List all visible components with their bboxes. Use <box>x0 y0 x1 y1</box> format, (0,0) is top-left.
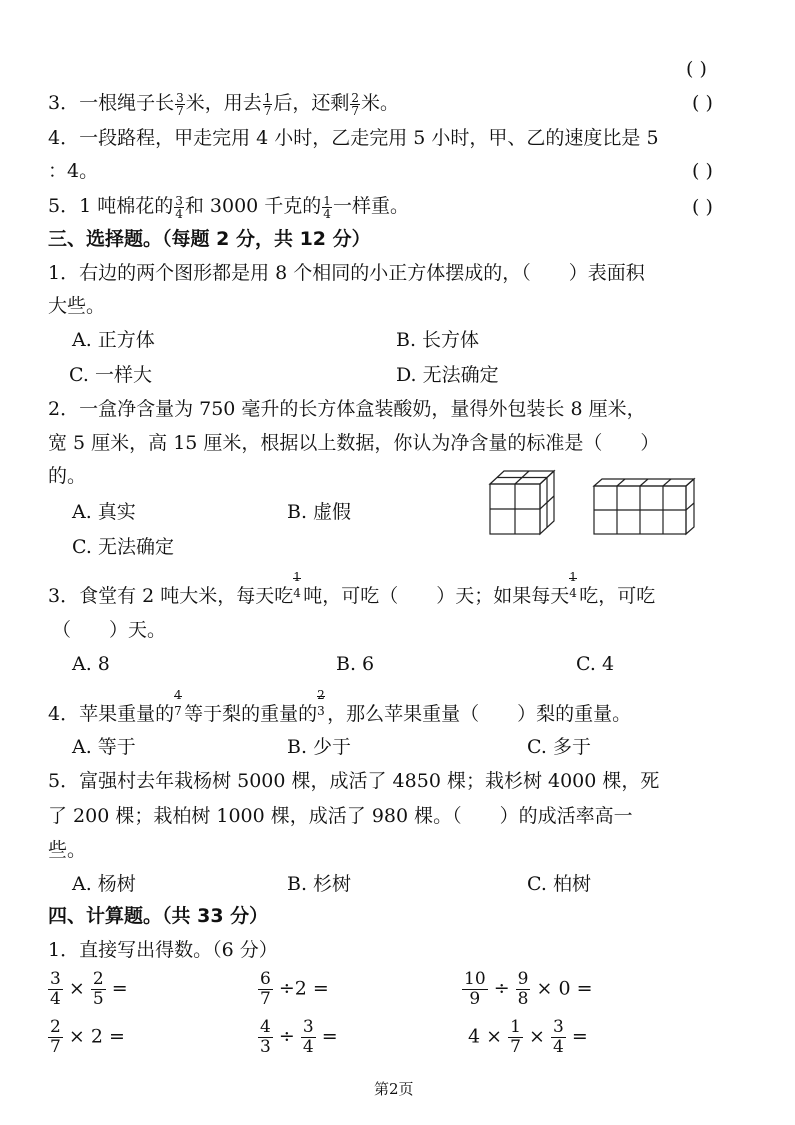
fraction: $\frac{6}{7}$ <box>260 969 271 1009</box>
fraction: 4 7 <box>174 688 182 718</box>
fraction: $\frac{2}{5}$ <box>92 969 104 1009</box>
option-d: D. 无法确定 <box>396 364 499 386</box>
option-b: B. 杉树 <box>287 873 352 895</box>
option-c: C. 无法确定 <box>72 536 174 558</box>
choice-question-3: 3．食堂有 2 吨大米，每天吃 1 4 吨，可吃（ ）天；如果每天 1 4 吃，可吃 <box>48 570 656 607</box>
calc-expression: $\frac{10}{9}$ ÷ $\frac{9}{8}$ × 0 = <box>464 969 593 1009</box>
option-b: B. 虚假 <box>287 501 352 523</box>
fraction: $\frac{3}{4}$ <box>552 1017 564 1057</box>
judge-question-3: 3．一根绳子长 $\frac{3}{7}$ 米，用去 $\frac{1}{7}$ 后，还剩 $\frac{2}{7}$ 米。 <box>48 90 400 118</box>
calc-expression: $\frac{2}{7}$ × 2 = <box>50 1017 125 1057</box>
fraction: 1 4 <box>569 570 577 600</box>
option-a: A. 正方体 <box>72 329 155 351</box>
answer-paren: ( ) <box>692 92 713 114</box>
fraction: $\frac{3}{7}$ <box>176 90 184 118</box>
calc-expression: 4 × $\frac{1}{7}$ × $\frac{3}{4}$ = <box>468 1017 588 1057</box>
choice-question-5-cont: 了 200 棵；栽柏树 1000 棵，成活了 980 棵。（ ）的成活率高一 <box>48 805 633 827</box>
page-number: 第2页 <box>374 1080 414 1098</box>
option-a: A. 等于 <box>72 736 136 758</box>
option-c: C. 柏树 <box>527 873 591 895</box>
fraction: $\frac{1}{4}$ <box>323 193 331 221</box>
choice-question-3-cont: （ ）天。 <box>52 619 167 641</box>
section-title: 四、计算题。（共 33 分） <box>48 905 269 927</box>
calc-expression: $\frac{6}{7}$ ÷2 = <box>260 969 329 1009</box>
calc-expression: $\frac{3}{4}$ × $\frac{2}{5}$ = <box>50 969 128 1009</box>
judge-question-4: 4．一段路程，甲走完用 4 小时，乙走完用 5 小时，甲、乙的速度比是 5 <box>48 127 659 149</box>
option-a: A. 8 <box>72 653 110 675</box>
option-c: C. 4 <box>576 653 615 675</box>
calc-question-1: 1．直接写出得数。（6 分） <box>48 939 278 961</box>
choice-question-5-cont: 些。 <box>48 839 87 861</box>
fraction: $\frac{1}{7}$ <box>510 1017 521 1057</box>
choice-question-5: 5．富强村去年栽杨树 5000 棵，成活了 4850 棵；栽杉树 4000 棵，死 <box>48 770 660 792</box>
judge-question-5: 5．1 吨棉花的 $\frac{3}{4}$ 和 3000 千克的 $\frac{1}{4}$ 一样重。 <box>48 193 409 221</box>
answer-paren: ( ) <box>692 196 713 218</box>
choice-question-1: 1．右边的两个图形都是用 8 个相同的小正方体摆成的，（ ）表面积 <box>48 262 645 284</box>
fraction: 2 3 <box>317 688 325 718</box>
answer-paren: ( ) <box>692 160 713 182</box>
cuboid-figure <box>590 476 702 538</box>
option-b: B. 6 <box>336 653 375 675</box>
fraction: $\frac{2}{7}$ <box>351 90 360 118</box>
fraction: $\frac{4}{3}$ <box>260 1017 271 1057</box>
option-c: C. 一样大 <box>69 364 152 386</box>
fraction: $\frac{3}{4}$ <box>50 969 61 1009</box>
choice-question-2-cont: 宽 5 厘米，高 15 厘米，根据以上数据，你认为净含量的标准是（ ） <box>48 432 660 454</box>
choice-question-2: 2．一盒净含量为 750 毫升的长方体盒装酸奶，量得外包装长 8 厘米， <box>48 398 646 420</box>
fraction: $\frac{10}{9}$ <box>464 969 486 1009</box>
fraction: $\frac{3}{4}$ <box>175 193 183 221</box>
choice-question-1-cont: 大些。 <box>48 295 106 317</box>
option-b: B. 长方体 <box>396 329 480 351</box>
answer-paren: ( ) <box>686 58 707 80</box>
option-c: C. 多于 <box>527 736 591 758</box>
fraction: $\frac{9}{8}$ <box>517 969 529 1009</box>
option-b: B. 少于 <box>287 736 352 758</box>
fraction: $\frac{3}{4}$ <box>302 1017 314 1057</box>
calc-expression: $\frac{4}{3}$ ÷ $\frac{3}{4}$ = <box>260 1017 338 1057</box>
cube-figure <box>486 468 562 538</box>
choice-question-2-cont: 的。 <box>48 465 87 487</box>
choice-question-4: 4．苹果重量的 4 7 等于梨的重量的 2 3 ，那么苹果重量（ ）梨的重量。 <box>48 688 632 725</box>
section-title: 三、选择题。（每题 2 分，共 12 分） <box>48 228 371 250</box>
option-a: A. 杨树 <box>72 873 136 895</box>
fraction: $\frac{2}{7}$ <box>50 1017 61 1057</box>
fraction: $\frac{1}{7}$ <box>263 90 272 118</box>
option-a: A. 真实 <box>72 501 136 523</box>
judge-question-4-cont: ：4。 <box>48 160 99 182</box>
fraction: 1 4 <box>293 570 301 600</box>
